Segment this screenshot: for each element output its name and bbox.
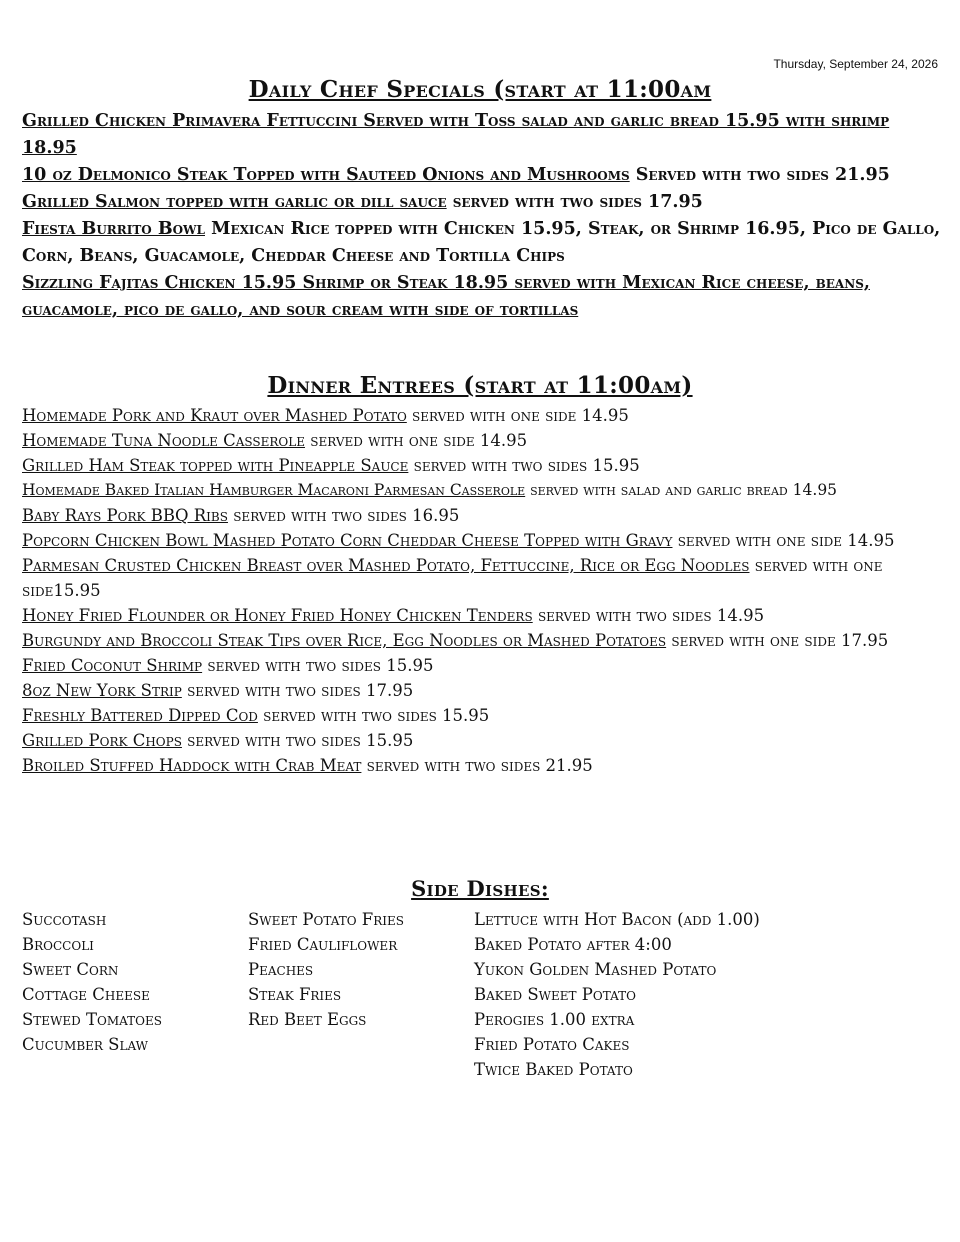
special-item-name: 10 oz Delmonico Steak Topped with Sauteed Onions and Mushrooms [22, 165, 630, 185]
specials-heading: Daily Chef Specials (start at 11:00am [248, 76, 712, 103]
entree-item-name: Homemade Baked Italian Hamburger Macaroni Parmesan Casserole [22, 481, 526, 499]
entree-item-detail: served with two sides 16.95 [227, 506, 460, 525]
special-item [22, 189, 942, 216]
entree-item-name: Burgundy and Broccoli Steak Tips over Rice, Egg Noodles or Mashed Potatoes [22, 631, 667, 650]
side-item: Broccoli [22, 935, 94, 954]
side-item: Fried Cauliflower [248, 935, 398, 954]
sides-column-1 [22, 907, 162, 1057]
entree-item-name: Homemade Tuna Noodle Casserole [22, 431, 305, 450]
side-item: Baked Sweet Potato [474, 985, 636, 1004]
entree-item-detail: served with one side 14.95 [672, 531, 895, 550]
side-item: Sweet Corn [22, 960, 119, 979]
entree-item [22, 728, 942, 753]
special-item [22, 108, 942, 162]
specials-list [22, 108, 942, 324]
special-item [22, 216, 942, 270]
entree-item [22, 528, 942, 553]
entree-item [22, 653, 942, 678]
entree-item-detail: served with salad and garlic bread 14.95 [525, 481, 838, 499]
side-item: Succotash [22, 910, 107, 929]
special-item-name: Sizzling Fajitas Chicken 15.95 Shrimp or Steak 18.95 served with Mexican Rice cheese, beans, guacamole, pico de gallo, and sour cream with side of tortillas [22, 273, 870, 320]
entree-item [22, 753, 942, 778]
special-item-name: Grilled Salmon topped with garlic or dill sauce [22, 192, 447, 212]
entree-item-name: Honey Fried Flounder or Honey Fried Honey Chicken Tenders [22, 606, 533, 625]
sides-heading: Side Dishes: [411, 876, 549, 901]
side-item: Peaches [248, 960, 314, 979]
entree-item-name: Grilled Ham Steak topped with Pineapple Sauce [22, 456, 409, 475]
side-item: Cottage Cheese [22, 985, 150, 1004]
entree-item-detail: served with two sides 14.95 [532, 606, 765, 625]
entree-item-name: Freshly Battered Dipped Cod [22, 706, 258, 725]
sides-column-3 [474, 907, 760, 1082]
entree-item [22, 403, 942, 428]
side-item: Steak Fries [248, 985, 342, 1004]
entree-item-detail: served with two sides 21.95 [361, 756, 593, 775]
menu-date: Thursday, September 24, 2026 [773, 57, 938, 71]
entree-item [22, 703, 942, 728]
special-item-detail: served with two sides 17.95 [446, 192, 703, 212]
side-item: Baked Potato after 4:00 [474, 935, 672, 954]
entree-item-detail: served with one side 14.95 [406, 406, 629, 425]
entree-item [22, 628, 942, 653]
entree-item-detail: served with two sides 15.95 [181, 731, 414, 750]
special-item-detail: Mexican Rice topped with Chicken 15.95, Steak, or Shrimp 16.95, Pico de Gallo, Corn, Beans, Guacamole, Cheddar Cheese and Tortilla Chips [22, 219, 941, 266]
sides-column-2 [248, 907, 404, 1032]
entree-item [22, 428, 942, 453]
entree-item-name: Grilled Pork Chops [22, 731, 182, 750]
entree-item-detail: served with two sides 15.95 [202, 656, 434, 675]
entree-item [22, 678, 942, 703]
special-item-detail: Served with two sides 21.95 [629, 165, 890, 185]
entree-item [22, 603, 942, 628]
entree-item-name: Baby Rays Pork BBQ Ribs [22, 506, 228, 525]
entree-item-name: Broiled Stuffed Haddock with Crab Meat [22, 756, 362, 775]
side-item: Fried Potato Cakes [474, 1035, 630, 1054]
special-item-name: Grilled Chicken Primavera Fettuccini Served with Toss salad and garlic bread 15.95 with shrimp 18.95 [22, 111, 890, 158]
entree-item-name: Homemade Pork and Kraut over Mashed Potato [22, 406, 407, 425]
entree-item [22, 478, 942, 503]
side-item: Twice Baked Potato [474, 1060, 633, 1079]
side-item: Sweet Potato Fries [248, 910, 404, 929]
entrees-list [22, 403, 942, 778]
special-item [22, 270, 942, 324]
entree-item-name: 8oz New York Strip [22, 681, 182, 700]
entree-item-detail: served with one side15.95 [22, 556, 883, 600]
entree-item-detail: served with one side 14.95 [304, 431, 528, 450]
entree-item-detail: served with one side 17.95 [666, 631, 889, 650]
entree-item-name: Parmesan Crusted Chicken Breast over Mashed Potato, Fettuccine, Rice or Egg Noodles [22, 556, 750, 575]
side-item: Stewed Tomatoes [22, 1010, 162, 1029]
side-item: Cucumber Slaw [22, 1035, 148, 1054]
entree-item-detail: served with two sides 15.95 [257, 706, 490, 725]
entrees-heading: Dinner Entrees (start at 11:00am) [267, 372, 693, 399]
side-item: Perogies 1.00 extra [474, 1010, 635, 1029]
side-item: Lettuce with Hot Bacon (add 1.00) [474, 910, 760, 929]
entree-item [22, 503, 942, 528]
entree-item [22, 453, 942, 478]
side-item: Red Beet Eggs [248, 1010, 367, 1029]
special-item [22, 162, 942, 189]
entree-item-detail: served with two sides 15.95 [408, 456, 640, 475]
entree-item [22, 553, 942, 603]
side-item: Yukon Golden Mashed Potato [474, 960, 717, 979]
special-item-name: Fiesta Burrito Bowl [22, 219, 205, 239]
entree-item-detail: served with two sides 17.95 [181, 681, 414, 700]
entree-item-name: Fried Coconut Shrimp [22, 656, 203, 675]
entree-item-name: Popcorn Chicken Bowl Mashed Potato Corn Cheddar Cheese Topped with Gravy [22, 531, 673, 550]
